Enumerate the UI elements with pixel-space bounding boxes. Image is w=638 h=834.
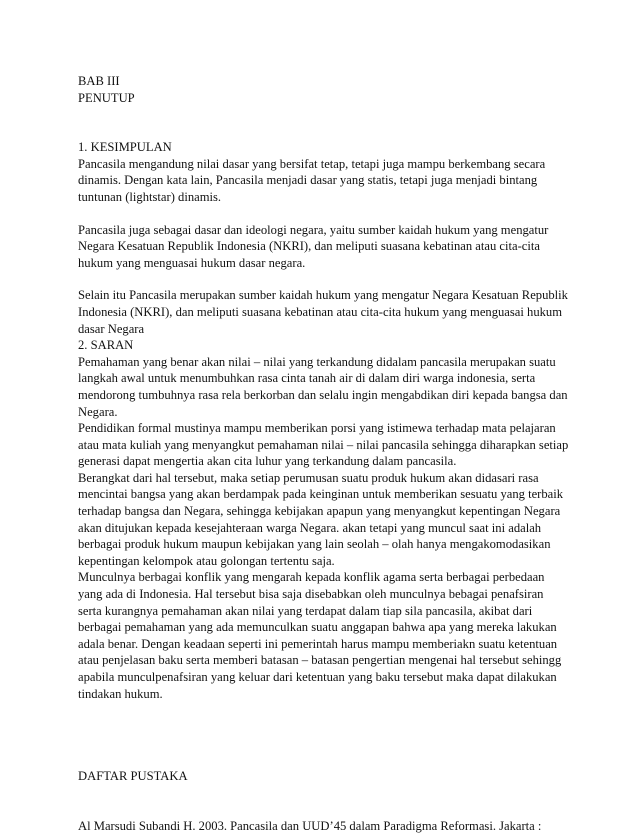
text-line: Munculnya berbagai konflik yang mengarah kepada konflik agama serta berbagai perbedaan [78,570,545,585]
text-line: yang ada di Indonesia. Hal tersebut bisa saja disebabkan oleh munculnya bebagai penafsiran [78,587,544,602]
chapter-number: BAB III [78,74,120,88]
text-line: kepentingan kelompok atau golongan tertentu saja. [78,553,335,568]
text-line: dinamis. Dengan kata lain, Pancasila menjadi dasar yang statis, tetapi juga menjadi bintang [78,173,538,188]
text-line: dasar Negara [78,321,145,336]
text-line: atau penjelasan baku serta memberi batasan – batasan pengertian mengenai hal tersebut sehingg [78,653,562,668]
pustaka-entry: Al Marsudi Subandi H. 2003. Pancasila dan UUD’45 dalam Paradigma Reformasi. Jakarta : [78,818,542,833]
kesimpulan-paragraph-1 [78,156,568,206]
text-line: mencintai bangsa yang akan berdampak pada keinginan untuk memberikan sesuatu yang terbaik [78,487,564,502]
text-line: generasi dapat mengertia akan cita luhur yang terkandung dalam pancasila. [78,454,457,469]
kesimpulan-paragraph-3 [78,287,568,337]
text-line: Indonesia (NKRI), dan meliputi suasana kebatinan atau cita-cita hukum yang menguasai hukum [78,304,563,319]
text-line: Negara. [78,404,118,419]
text-line: hukum yang menguasai hukum dasar negara. [78,255,306,270]
text-line: serta kurangnya pemahaman akan nilai yang terdapat dalam tiap sila pancasila, akibat dari [78,603,533,618]
saran-heading: 2. SARAN [78,338,134,353]
document-content [78,73,568,834]
text-line: terhadap bangsa dan Negara, sehingga kebijakan apapun yang menyangkut kepentingan Negara [78,504,561,519]
text-line: Berangkat dari hal tersebut, maka setiap perumusan suatu produk hukum akan didasari rasa [78,470,539,485]
text-line: tindakan hukum. [78,686,163,701]
text-line: akan ditujukan kepada kesejahteraan warga Negara. akan tetapi yang muncul saat ini adalah [78,520,542,535]
text-line: Pemahaman yang benar akan nilai – nilai yang terkandung didalam pancasila merupakan suatu [78,354,556,369]
saran-body [78,354,568,702]
pustaka-heading: DAFTAR PUSTAKA [78,769,188,784]
text-line: Pancasila juga sebagai dasar dan ideologi negara, yaitu sumber kaidah hukum yang mengatur [78,222,549,237]
text-line: Negara Kesatuan Republik Indonesia (NKRI), dan meliputi suasana kebatinan atau cita-cita [78,239,540,254]
text-line: berbagai produk hukum maupun kebijakan yang lain seolah – olah hanya mengakomodasikan [78,537,551,552]
text-line: tuntunan (lightstar) dinamis. [78,189,222,204]
text-line: mendorong tumbuhnya rasa rela berkorban dan selalu ingin mengabdikan diri kepada bangsa dan [78,387,568,402]
text-line: berbagai pemahaman yang ada memunculkan suatu anggapan bahwa apa yang mereka lakukan [78,620,557,635]
text-line: Selain itu Pancasila merupakan sumber kaidah hukum yang mengatur Negara Kesatuan Republik [78,288,568,303]
text-line: Pendidikan formal mustinya mampu memberikan porsi yang istimewa terhadap mata pelajaran [78,421,556,436]
kesimpulan-heading: 1. KESIMPULAN [78,140,172,155]
text-line: apabila munculpenafsiran yang keluar dari ketentuan yang baku tersebut maka dapat dilakukan [78,670,557,684]
chapter-title: PENUTUP [78,90,135,105]
text-line: adala benar. Dengan keadaan seperti ini pemerintah harus mampu memberiakn suatu ketentuan [78,636,558,651]
text-line: Pancasila mengandung nilai dasar yang bersifat tetap, tetapi juga mampu berkembang secara [78,156,546,171]
text-line: atau mata kuliah yang menyangkut pemahaman nilai – nilai pancasila sehingga diharapkan setiap [78,437,569,452]
kesimpulan-paragraph-2 [78,222,568,272]
text-line: langkah awal untuk menumbuhkan rasa cinta tanah air di dalam diri warga indonesia, serta [78,371,536,386]
